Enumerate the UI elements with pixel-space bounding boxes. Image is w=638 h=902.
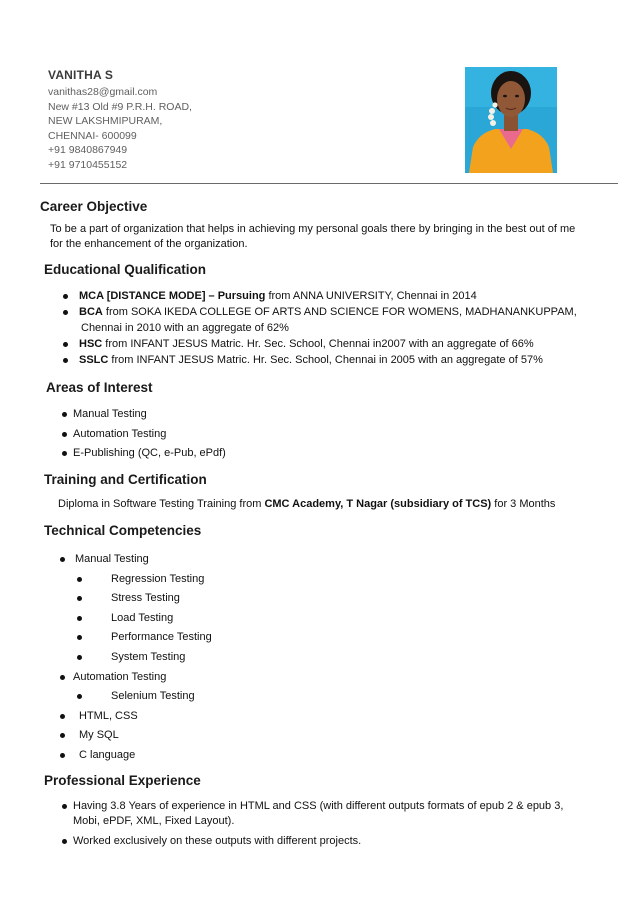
list-item — [60, 589, 460, 609]
technical-heading: Technical Competencies — [44, 523, 202, 538]
experience-heading: Professional Experience — [44, 773, 201, 788]
list-item — [63, 304, 623, 336]
skill-sub-label: Performance Testing — [111, 631, 212, 644]
bullet-icon — [62, 432, 67, 437]
list-item — [60, 707, 460, 727]
degree-label: HSC — [79, 338, 103, 350]
degree-label: MCA [DISTANCE MODE] – Pursuing — [79, 290, 266, 302]
bullet-icon — [60, 675, 65, 680]
career-objective-line-2: for the enhancement of the organization. — [50, 238, 248, 250]
list-item — [62, 799, 622, 828]
header-divider — [40, 183, 618, 184]
bullet-icon — [63, 310, 68, 315]
skill-label: Automation Testing — [73, 670, 167, 683]
experience-line-1: Having 3.8 Years of experience in HTML and CSS (with different outputs formats of epub 2 & epub 3, — [73, 800, 564, 812]
experience-list — [62, 799, 622, 849]
list-item — [60, 609, 460, 629]
training-heading: Training and Certification — [44, 472, 207, 487]
education-list — [63, 288, 623, 368]
list-item — [63, 288, 623, 304]
degree-detail-continued: Chennai in 2010 with an aggregate of 62% — [81, 322, 289, 334]
skill-sub-label: Selenium Testing — [111, 690, 195, 703]
list-item — [60, 570, 460, 590]
bullet-icon — [77, 635, 82, 640]
degree-detail: from INFANT JESUS Matric. Hr. Sec. School, Chennai in 2005 with an aggregate of 57% — [108, 354, 543, 366]
list-item — [60, 668, 460, 688]
bullet-icon — [77, 694, 82, 699]
bullet-icon — [60, 557, 65, 562]
technical-list — [60, 550, 460, 766]
bullet-icon — [63, 342, 68, 347]
list-item — [62, 405, 462, 425]
interest-label: Automation Testing — [73, 427, 167, 440]
interest-label: E-Publishing (QC, e-Pub, ePdf) — [73, 447, 226, 459]
list-item — [60, 687, 460, 707]
list-item — [63, 336, 623, 352]
training-pre: Diploma in Software Testing Training from — [58, 498, 265, 510]
degree-detail: from SOKA IKEDA COLLEGE OF ARTS AND SCIENCE FOR WOMENS, MADHANANKUPPAM, — [102, 306, 577, 318]
skill-label: My SQL — [79, 729, 119, 742]
interests-heading: Areas of Interest — [46, 380, 153, 395]
skill-sub-label: Regression Testing — [111, 572, 205, 585]
profile-photo — [465, 67, 557, 173]
training-post: for 3 Months — [491, 498, 556, 510]
experience-line-2: Mobi, ePDF, XML, Fixed Layout). — [73, 814, 235, 827]
bullet-icon — [63, 294, 68, 299]
candidate-name: VANITHA S — [48, 68, 114, 82]
interests-list — [62, 405, 462, 464]
career-objective-heading: Career Objective — [40, 199, 148, 214]
career-objective-line-1: To be a part of organization that helps in achieving my personal goals there by bringing in the best out of me — [50, 223, 576, 235]
contact-block — [48, 68, 428, 173]
skill-sub-label: Stress Testing — [111, 592, 180, 605]
bullet-icon — [62, 804, 67, 809]
address-line-1: New #13 Old #9 P.R.H. ROAD, — [48, 100, 192, 113]
bullet-icon — [60, 733, 65, 738]
bullet-icon — [77, 596, 82, 601]
list-item — [60, 628, 460, 648]
list-item — [60, 726, 460, 746]
skill-label: C language — [79, 748, 136, 761]
bullet-icon — [77, 616, 82, 621]
bullet-icon — [77, 577, 82, 582]
list-item — [60, 648, 460, 668]
skill-label: HTML, CSS — [79, 709, 138, 722]
training-institute: CMC Academy, T Nagar (subsidiary of TCS) — [264, 498, 492, 510]
skill-label: Manual Testing — [75, 553, 149, 565]
bullet-icon — [62, 412, 67, 417]
address-line-2: NEW LAKSHMIPURAM, — [48, 115, 163, 128]
skill-sub-label: Load Testing — [111, 611, 174, 624]
email-text: vanithas28@gmail.com — [48, 86, 158, 98]
career-objective-text — [50, 222, 620, 252]
list-item — [60, 746, 460, 766]
address-line-3: CHENNAI- 600099 — [48, 129, 137, 142]
bullet-icon — [62, 839, 67, 844]
degree-detail: from INFANT JESUS Matric. Hr. Sec. School, Chennai in2007 with an aggregate of 66% — [102, 338, 534, 350]
phone-1: +91 9840867949 — [48, 144, 128, 157]
bullet-icon — [60, 714, 65, 719]
list-item — [62, 444, 462, 464]
bullet-icon — [77, 655, 82, 660]
degree-label: SSLC — [79, 354, 109, 366]
skill-sub-label: System Testing — [111, 650, 186, 663]
list-item — [60, 550, 460, 570]
bullet-icon — [60, 753, 65, 758]
bullet-icon — [63, 358, 68, 363]
degree-label: BCA — [79, 306, 103, 318]
phone-2: +91 9710455152 — [48, 158, 128, 171]
list-item — [62, 834, 622, 849]
bullet-icon — [62, 451, 67, 456]
education-heading: Educational Qualification — [44, 262, 207, 277]
list-item — [63, 352, 623, 368]
experience-line-3: Worked exclusively on these outputs with different projects. — [73, 835, 362, 847]
list-item — [62, 425, 462, 445]
interest-label: Manual Testing — [73, 408, 147, 420]
training-text — [58, 497, 628, 512]
degree-detail: from ANNA UNIVERSITY, Chennai in 2014 — [265, 290, 477, 302]
